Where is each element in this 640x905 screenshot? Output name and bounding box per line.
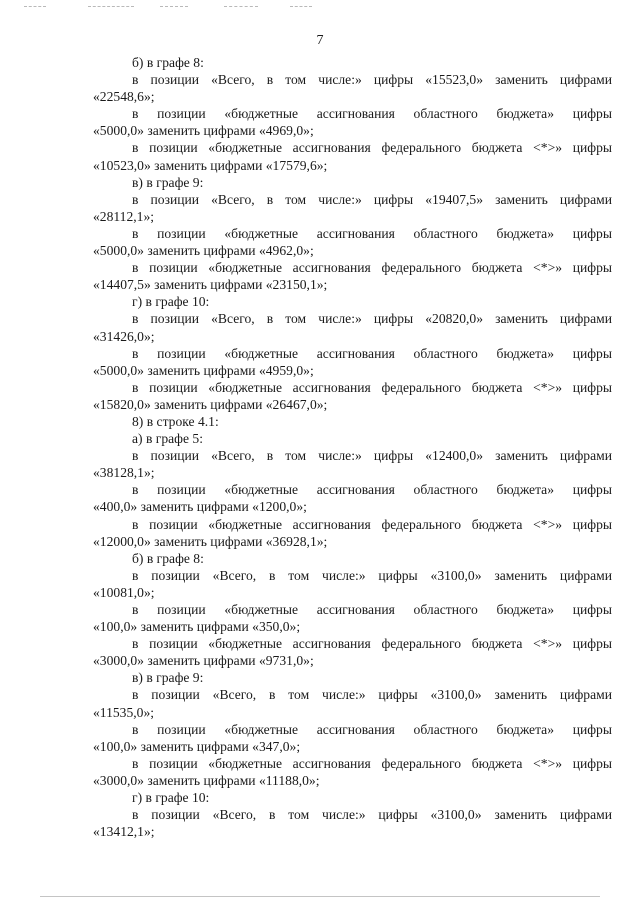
text-line: в позиции «бюджетные ассигнования областного бюджета» цифры	[132, 345, 612, 361]
scan-edge-mark	[40, 896, 600, 897]
text-line: в позиции «Всего, в том числе:» цифры «3100,0» заменить цифрами	[132, 687, 612, 703]
text-line: а) в графе 5:	[132, 431, 203, 447]
text-line: «10523,0» заменить цифрами «17579,6»;	[93, 157, 328, 173]
text-line: в позиции «бюджетные ассигнования федерального бюджета <*>» цифры	[132, 140, 612, 156]
text-line: в позиции «Всего, в том числе:» цифры «3100,0» заменить цифрами	[132, 567, 612, 583]
text-line: «13412,1»;	[93, 824, 155, 840]
text-line: «400,0» заменить цифрами «1200,0»;	[93, 499, 307, 515]
text-line: «38128,1»;	[93, 465, 155, 481]
text-line: б) в графе 8:	[132, 550, 204, 566]
scan-edge-mark	[224, 6, 258, 7]
text-line: в позиции «бюджетные ассигнования областного бюджета» цифры	[132, 106, 612, 122]
text-line: «11535,0»;	[93, 704, 155, 720]
text-line: «12000,0» заменить цифрами «36928,1»;	[93, 533, 328, 549]
text-line: б) в графе 8:	[132, 55, 204, 70]
text-line: в позиции «Всего, в том числе:» цифры «20820,0» заменить цифрами	[132, 311, 612, 327]
text-line: «28112,1»;	[93, 208, 155, 224]
scan-edge-mark	[88, 6, 134, 7]
text-line: в позиции «Всего, в том числе:» цифры «15523,0» заменить цифрами	[132, 72, 612, 88]
text-line: в позиции «бюджетные ассигнования федерального бюджета <*>» цифры	[132, 755, 612, 771]
text-line: 8) в строке 4.1:	[132, 413, 219, 429]
text-line: г) в графе 10:	[132, 790, 210, 806]
text-line: «15820,0» заменить цифрами «26467,0»;	[93, 396, 328, 412]
scan-edge-mark	[24, 6, 46, 7]
text-line: в позиции «бюджетные ассигнования областного бюджета» цифры	[132, 225, 612, 241]
document-body	[93, 54, 612, 840]
text-line: в позиции «бюджетные ассигнования федерального бюджета <*>» цифры	[132, 516, 612, 532]
text-line: «3000,0» заменить цифрами «9731,0»;	[93, 653, 314, 669]
text-line: в позиции «бюджетные ассигнования федерального бюджета <*>» цифры	[132, 260, 612, 276]
text-line: в позиции «бюджетные ассигнования областного бюджета» цифры	[132, 482, 612, 498]
text-line: в) в графе 9:	[132, 670, 204, 686]
text-line: в позиции «бюджетные ассигнования областного бюджета» цифры	[132, 602, 612, 617]
text-line: г) в графе 10:	[132, 294, 210, 310]
text-line: в позиции «бюджетные ассигнования федерального бюджета <*>» цифры	[132, 636, 612, 652]
text-line: «5000,0» заменить цифрами «4959,0»;	[93, 362, 314, 378]
text-line: «100,0» заменить цифрами «347,0»;	[93, 738, 301, 754]
text-line: в позиции «Всего, в том числе:» цифры «3100,0» заменить цифрами	[132, 807, 612, 823]
text-line: «100,0» заменить цифрами «350,0»;	[93, 619, 301, 635]
text-line: «31426,0»;	[93, 328, 155, 344]
text-line: «5000,0» заменить цифрами «4969,0»;	[93, 123, 314, 139]
text-line: «3000,0» заменить цифрами «11188,0»;	[93, 772, 320, 788]
text-line: в позиции «Всего, в том числе:» цифры «12400,0» заменить цифрами	[132, 448, 612, 464]
text-line: в позиции «бюджетные ассигнования областного бюджета» цифры	[132, 721, 612, 737]
text-line: «22548,6»;	[93, 89, 155, 105]
scan-edge-mark	[160, 6, 188, 7]
text-line: в) в графе 9:	[132, 174, 204, 190]
text-line: в позиции «Всего, в том числе:» цифры «19407,5» заменить цифрами	[132, 191, 612, 207]
scan-edge-mark	[290, 6, 312, 7]
page-number: 7	[316, 33, 324, 48]
text-line: «14407,5» заменить цифрами «23150,1»;	[93, 277, 328, 293]
text-line: в позиции «бюджетные ассигнования федерального бюджета <*>» цифры	[132, 379, 612, 395]
text-line: «5000,0» заменить цифрами «4962,0»;	[93, 243, 314, 259]
text-line: «10081,0»;	[93, 584, 155, 600]
